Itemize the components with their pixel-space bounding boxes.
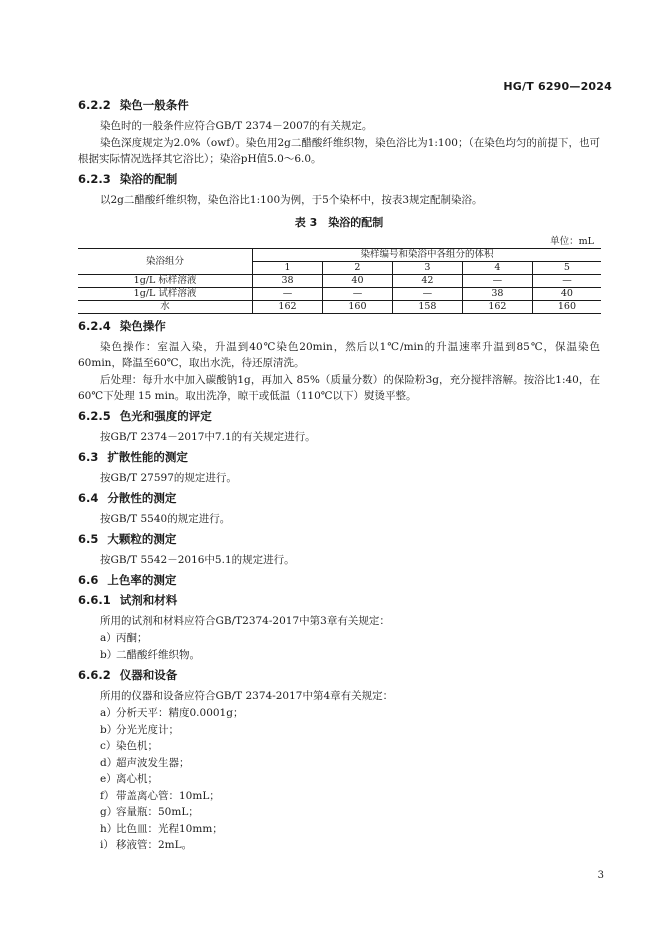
- list-item-text: 分析天平：精度0.0001g；: [116, 707, 244, 719]
- table-row: [78, 301, 601, 314]
- section-number: 6.5: [78, 532, 99, 546]
- section-6-6-1-heading: [78, 593, 600, 607]
- list-marker: a）: [100, 707, 117, 719]
- table-cell: 38: [253, 275, 323, 288]
- paragraph: 按GB/T 2374－2017中7.1的有关规定进行。: [100, 431, 316, 443]
- list-marker: i）: [100, 839, 114, 851]
- list-item: [78, 804, 600, 821]
- paragraph: 后处理：每升水中加入碳酸钠1g，再加入 85%（质量分数）的保险粉3g，充分搅拌溶解。按浴比1:40，在60℃下处理 15 min。取出洗净，晾干或低温（110℃以下）熨烫平整。: [78, 374, 600, 402]
- column-header: 1: [253, 262, 323, 275]
- column-header: 4: [462, 262, 532, 275]
- list-item-text: 离心机；: [116, 773, 158, 785]
- table-cell: 42: [392, 275, 462, 288]
- table-cell: —: [532, 275, 601, 288]
- section-number: 6.4: [78, 491, 99, 505]
- section-number: 6.2.2: [78, 98, 111, 112]
- document-code: HG/T 6290—2024: [503, 80, 612, 93]
- paragraph: 所用的试剂和材料应符合GB/T2374-2017中第3章有关规定：: [100, 615, 390, 627]
- section-title: 上色率的测定: [107, 573, 177, 587]
- table-unit: 单位：mL: [550, 236, 594, 247]
- list-marker: f）: [100, 789, 115, 802]
- row-label: 1g/L 标样溶液: [78, 275, 253, 288]
- section-6-4-heading: [78, 491, 600, 505]
- list-item-text: 容量瓶：50mL；: [116, 806, 199, 818]
- table-title: 表 3 染浴的配制: [294, 216, 384, 229]
- paragraph: 以2g二醋酸纤维织物，染色浴比1:100为例，于5个染杯中，按表3规定配制染浴。: [100, 194, 483, 206]
- section-number: 6.6.1: [78, 593, 111, 607]
- section-number: 6.2.4: [78, 319, 111, 333]
- list-item-text: 超声波发生器；: [116, 756, 190, 769]
- section-title: 扩散性能的测定: [107, 450, 188, 464]
- page-number: 3: [597, 870, 604, 881]
- section-number: 6.2.5: [78, 409, 111, 423]
- section-title: 大颗粒的测定: [107, 532, 177, 546]
- table-cell: 40: [322, 275, 392, 288]
- paragraph: 按GB/T 5542－2016中5.1的规定进行。: [100, 554, 295, 566]
- table-row: [78, 275, 601, 288]
- section-6-6-heading: [78, 573, 600, 587]
- table-cell: 158: [392, 301, 462, 314]
- section-title: 试剂和材料: [119, 593, 178, 607]
- table-header-row: [78, 249, 601, 262]
- list-item-text: 分光光度计；: [116, 723, 179, 736]
- list-item: [78, 788, 600, 805]
- table-cell: 160: [322, 301, 392, 314]
- table-cell: 162: [253, 301, 323, 314]
- table-cell: 162: [462, 301, 532, 314]
- table-cell: 160: [532, 301, 601, 314]
- column-header: 5: [532, 262, 601, 275]
- list-item: [78, 837, 600, 854]
- section-number: 6.2.3: [78, 172, 111, 186]
- table-cell: —: [392, 288, 462, 301]
- section-title: 分散性的测定: [107, 491, 177, 505]
- list-item-text: 二醋酸纤维织物。: [116, 648, 200, 661]
- section-title: 染色一般条件: [119, 98, 189, 112]
- section-6-2-2-heading: [78, 98, 600, 112]
- row-header-cell: 染浴组分: [78, 249, 253, 275]
- paragraph: 染色深度规定为2.0%（owf）。染色用2g二醋酸纤维织物，染色浴比为1:100；（在染色均匀的前提下，也可根据实际情况选择其它浴比）；染浴pH值5.0～6.0。: [78, 137, 600, 165]
- section-6-5-heading: [78, 532, 600, 546]
- table-row: [78, 288, 601, 301]
- list-item: [78, 755, 600, 772]
- table-cell: 40: [532, 288, 601, 301]
- list-marker: b）: [100, 648, 118, 661]
- list-item: [78, 630, 600, 647]
- section-6-2-4-heading: [78, 319, 600, 333]
- paragraph: 按GB/T 27597的规定进行。: [100, 472, 237, 484]
- list-item: [78, 722, 600, 739]
- list-item-text: 丙酮；: [116, 632, 148, 644]
- section-6-3-heading: [78, 450, 600, 464]
- table-cell: —: [462, 275, 532, 288]
- list-marker: d）: [100, 756, 118, 769]
- list-item-text: 比色皿：光程10mm；: [116, 822, 223, 835]
- list-item: [78, 771, 600, 788]
- column-header: 3: [392, 262, 462, 275]
- table-cell: 38: [462, 288, 532, 301]
- dye-bath-table: [78, 248, 601, 314]
- list-item-text: 带盖离心管：10mL；: [116, 789, 220, 802]
- paragraph: 染色时的一般条件应符合GB/T 2374－2007的有关规定。: [100, 120, 373, 132]
- paragraph: 所用的仪器和设备应符合GB/T 2374-2017中第4章有关规定：: [100, 690, 394, 702]
- paragraph: 染色操作：室温入染，升温到40℃染色20min，然后以1℃/min的升温速率升温到85℃，保温染色60min，降温至60℃，取出水洗，待还原清洗。: [78, 341, 600, 369]
- section-6-2-3-heading: [78, 172, 600, 186]
- list-item-text: 移液管：2mL。: [116, 839, 193, 851]
- section-6-6-2-heading: [78, 668, 600, 682]
- section-title: 染色操作: [119, 319, 166, 333]
- table-cell: —: [322, 288, 392, 301]
- list-marker: h）: [100, 822, 118, 835]
- section-title: 染浴的配制: [119, 172, 178, 186]
- section-number: 6.6: [78, 573, 99, 587]
- row-label: 1g/L 试样溶液: [78, 288, 253, 301]
- column-header: 2: [322, 262, 392, 275]
- list-marker: e）: [100, 773, 117, 785]
- list-item: [78, 705, 600, 722]
- list-item: [78, 821, 600, 838]
- section-number: 6.6.2: [78, 668, 111, 682]
- section-number: 6.3: [78, 450, 99, 464]
- list-item: [78, 738, 600, 755]
- paragraph: 按GB/T 5540的规定进行。: [100, 513, 231, 525]
- list-marker: b）: [100, 723, 118, 736]
- list-marker: g）: [100, 806, 118, 818]
- section-6-2-5-heading: [78, 409, 600, 423]
- list-item-text: 染色机；: [116, 740, 158, 752]
- section-title: 仪器和设备: [119, 668, 178, 682]
- group-header-cell: 染样编号和染浴中各组分的体积: [253, 249, 602, 262]
- section-title: 色光和强度的评定: [119, 409, 212, 423]
- table-cell: —: [253, 288, 323, 301]
- list-marker: c）: [100, 740, 117, 752]
- list-item: [78, 647, 600, 664]
- document-body: [78, 98, 600, 854]
- row-label: 水: [78, 301, 253, 314]
- list-marker: a）: [100, 632, 117, 644]
